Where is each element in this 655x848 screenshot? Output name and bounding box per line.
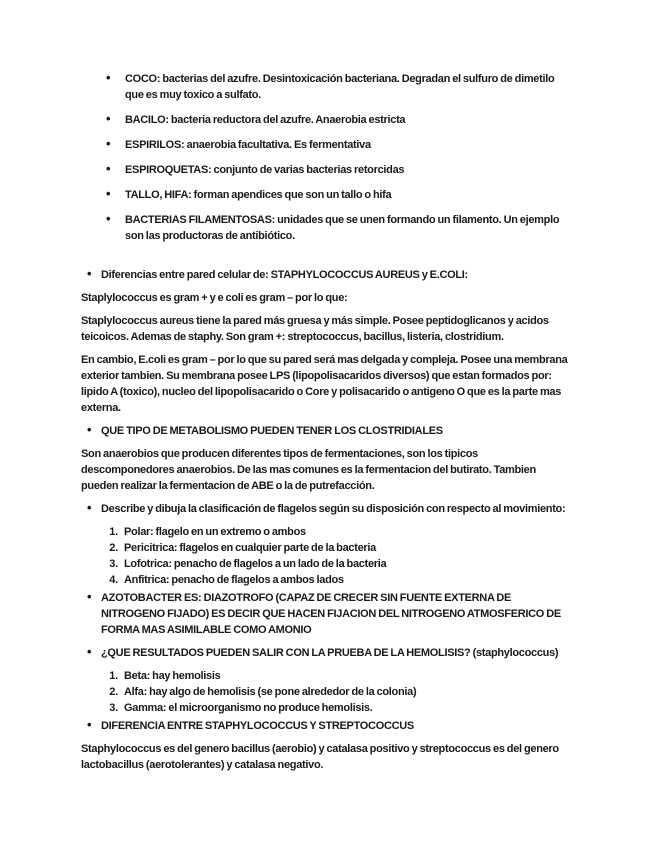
list-item: 1. Beta: hay hemolisis: [120, 668, 569, 684]
list-item: • ESPIROQUETAS: conjunto de varias bacterias retorcidas: [81, 162, 569, 178]
paragraph: Son anaerobios que producen diferentes tipos de fermentaciones, son los tipicos descomponedores anaerobios. De las mas comunes es la fermentacion del butirato. Tambien pueden realizar la fermentacion de ABE o la de putrefacción.: [81, 448, 536, 492]
flagelos-numbered-list: [81, 524, 569, 588]
list-item: 3. Gamma: el microorganismo no produce hemolisis.: [120, 700, 569, 716]
morphology-bullet-list: [81, 71, 569, 244]
section-heading-hemolisis: • ¿QUE RESULTADOS PUEDEN SALIR CON LA PRUEBA DE LA HEMOLISIS? (staphylococcus): [81, 645, 569, 661]
list-item: 2. Pericitrica: flagelos en cualquier parte de la bacteria: [120, 540, 569, 556]
section-heading-flagelos: • Describe y dibuja la clasificación de flagelos según su disposición con respecto al movimiento:: [81, 501, 569, 517]
list-item: • BACTERIAS FILAMENTOSAS: unidades que se unen formando un filamento. Un ejemplo son las productoras de antibiótico.: [81, 212, 569, 244]
list-item: 4. Anfitrica: penacho de flagelos a ambos lados: [120, 572, 569, 588]
section-heading-clostridiales: • QUE TIPO DE METABOLISMO PUEDEN TENER LOS CLOSTRIDIALES: [81, 423, 569, 439]
paragraph: En cambio, E.coli es gram – por lo que su pared será mas delgada y compleja. Posee una membrana exterior tambien. Su membrana posee LPS (lipopolisacaridos diversos) que estan formados por: lipido A (toxico), nucleo del lipopolisacarido o Core y polisacarido o antigeno O que es la parte mas externa.: [81, 354, 568, 414]
paragraph: Staplylococcus aureus tiene la pared más gruesa y más simple. Posee peptidoglicanos y acidos teicoicos. Ademas de staphy. Son gram +: streptococcus, bacillus, listeria, clostridium.: [81, 315, 549, 343]
list-item: 1. Polar: flagelo en un extremo o ambos: [120, 524, 569, 540]
list-item: • ESPIRILOS: anaerobia facultativa. Es fermentativa: [81, 137, 569, 153]
list-item: • BACILO: bacteria reductora del azufre. Anaerobia estricta: [81, 112, 569, 128]
list-item: • COCO: bacterias del azufre. Desintoxicación bacteriana. Degradan el sulfuro de dimetilo que es muy toxico a sulfato.: [81, 71, 569, 103]
section-heading-cell-wall: • Diferencias entre pared celular de: STAPHYLOCOCCUS AUREUS y E.COLI:: [81, 267, 569, 283]
section-heading-azotobacter: • AZOTOBACTER ES: DIAZOTROFO (CAPAZ DE CRECER SIN FUENTE EXTERNA DE NITROGENO FIJADO) ES DECIR QUE HACEN FIJACION DEL NITROGENO ATMOSFERICO DE FORMA MAS ASIMILABLE COMO AMONIO: [81, 590, 569, 638]
list-item: • TALLO, HIFA: forman apendices que son un tallo o hifa: [81, 187, 569, 203]
section-heading-staph-vs-strep: • DIFERENCIA ENTRE STAPHYLOCOCCUS Y STREPTOCOCCUS: [81, 718, 569, 734]
hemolisis-numbered-list: [81, 668, 569, 716]
page-content: [81, 71, 569, 773]
list-item: 2. Alfa: hay algo de hemolisis (se pone alrededor de la colonia): [120, 684, 569, 700]
paragraph: Staplylococcus es gram + y e coli es gram – por lo que:: [81, 292, 348, 304]
list-item: 3. Lofotrica: penacho de flagelos a un lado de la bacteria: [120, 556, 569, 572]
paragraph: Staphylococcus es del genero bacillus (aerobio) y catalasa positivo y streptococcus es del genero lactobacillus (aerotolerantes) y catalasa negativo.: [81, 743, 559, 771]
